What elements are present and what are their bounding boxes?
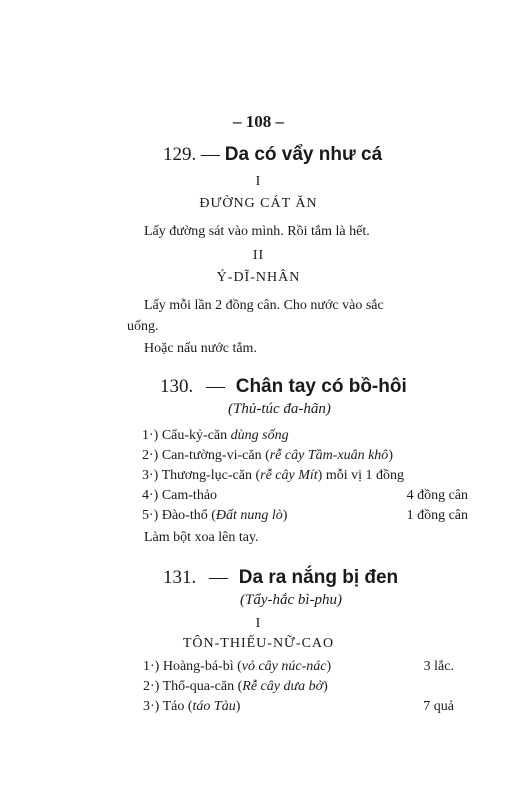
item-note: Đất nung lò [215,508,283,523]
item-name: Cẩu-kỷ-căn [161,428,231,443]
remedy-roman-numeral: I [255,174,262,189]
item-name: Thương-lục-căn ( [161,468,261,483]
item-note: vỏ cây núc-nác [241,659,327,674]
item-number: 4·) [142,488,159,503]
remedy-roman-numeral: II [252,248,265,263]
item-quantity: 4 đồng cân [406,488,468,503]
section-131-heading [163,567,398,589]
section-subtitle: (Tẩy-hắc bì-phu) [240,592,343,608]
item-note: rễ cây Tầm-xuân khô [269,448,389,463]
section-title: Da có vẩy như cá [224,144,383,165]
remedy-name: Ý-DĨ-NHÂN [216,270,301,285]
page-number: – 108 – [233,112,284,131]
ingredient-item [143,679,328,695]
item-suffix: ) [326,659,332,674]
item-suffix: ) [323,679,328,694]
section-dash: — [209,567,228,588]
item-note: táo Tàu [192,699,236,714]
item-number: 2·) [142,448,159,463]
remedy-name: ĐƯỜNG CÁT ĂN [199,196,318,211]
item-name: Táo ( [162,699,193,714]
remedy-text-line: Lấy mỗi lần 2 đồng cân. Cho nước vào sắc [144,298,384,313]
item-name: Thổ-qua-căn ( [162,679,243,694]
item-name: Đào-thổ ( [161,508,216,523]
section-number: 130. [160,376,194,397]
remedy-name: TÔN-THIẾU-NỮ-CAO [182,636,335,651]
item-number: 5·) [142,508,159,523]
ingredient-item [143,659,331,675]
remedy-roman-numeral: I [255,616,262,631]
ingredient-item [143,699,240,715]
item-quantity: 1 đồng cân [406,508,468,523]
remedy-text-line: uống. [127,319,159,334]
section-dash: — [206,376,225,397]
item-suffix: ) [388,448,393,463]
item-number: 3·) [142,468,159,483]
item-number: 1·) [143,659,160,674]
ingredient-item [142,448,393,464]
section-title: Da ra nắng bị đen [238,567,399,588]
item-note: dùng sống [230,428,289,443]
item-note: Rễ cây dưa bở [242,679,324,694]
item-number: 2·) [143,679,160,694]
remedy-text-line: Hoặc nấu nước tắm. [144,341,257,356]
item-note: rễ cây Mít [260,468,318,483]
item-name: Hoàng-bá-bì ( [162,659,242,674]
item-suffix: ) mỗi vị 1 đồng [317,468,405,483]
section-subtitle: (Thủ-túc đa-hãn) [228,401,331,417]
section-number: 129. — [163,144,220,165]
item-suffix: ) [282,508,288,523]
item-quantity: 3 lắc. [423,659,454,674]
item-number: 1·) [142,428,159,443]
section-number: 131. [163,567,197,588]
remedy-text: Lấy đường sát vào mình. Rồi tắm là hết. [144,224,370,239]
instruction-text: Làm bột xoa lên tay. [144,530,259,545]
section-130-heading [160,376,407,398]
ingredient-item [142,468,404,484]
item-name: Cam-thảo [161,488,218,503]
item-number: 3·) [143,699,160,714]
item-name: Can-tường-vi-căn ( [161,448,270,463]
item-suffix: ) [235,699,241,714]
section-title: Chân tay có bồ-hôi [235,376,407,397]
ingredient-item [142,508,287,524]
section-129-heading [163,144,382,166]
ingredient-item [142,428,289,444]
ingredient-item [142,488,217,504]
item-quantity: 7 quả [423,699,454,714]
